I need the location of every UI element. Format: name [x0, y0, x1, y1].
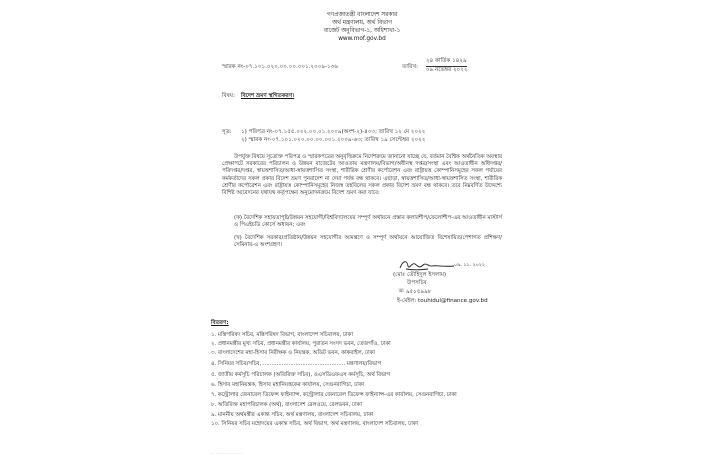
distribution-item: ১০. সিনিয়র সচিব মহোদয়ের একান্ত সচিব, অর্থ বিভাগ, অর্থ মন্ত্রণালয়, বাংলাদেশ সচিবালয়, ঢাকা	[211, 421, 419, 427]
signature-mark	[398, 258, 456, 272]
distribution-item: ১. মন্ত্রিপরিষদ সচিব, মন্ত্রিপরিষদ বিভাগ, বাংলাদেশ সচিবালয়, ঢাকা	[211, 332, 353, 338]
letterhead-government: গণপ্রজাতন্ত্রী বাংলাদেশ সরকার	[326, 12, 398, 18]
distribution-item: ৬. হিসাব মহানিয়ন্ত্রক, হিসাব মহানিয়ন্ত্রকের কার্যালয়, সেগুনবাগিচা, ঢাকা	[211, 382, 365, 388]
letterhead-website: www.mof.gov.bd	[338, 36, 386, 42]
reference-label: সূত্র:	[222, 129, 232, 135]
memo-date-bangla: ২৪ কার্তিক ১৪২৯	[426, 58, 467, 67]
page-footer-mark: · · · · · · · · · · · · · ·	[211, 452, 242, 456]
memo-date-label: তারিখ:	[402, 64, 419, 70]
body-item-b: (খ) বৈদেশিক সরকার/প্রতিষ্ঠান/উন্নয়ন সহযোগীর আমন্ত্রণে ও সম্পূর্ণ অর্থায়নে আয়োজিত বিশেষায়িত/পেশাগত প্রশিক্ষণ/সেমিনার-এ অংশগ্রহণ।	[234, 235, 502, 249]
signatory-email: ই-মেইল: touhidul@finance.gov.bd	[397, 298, 488, 304]
memo-date-english: ০৯ নভেম্বর ২০২২	[426, 67, 468, 73]
distribution-item: ৯. মাননীয় অর্থমন্ত্রীর একান্ত সচিব, অর্থ মন্ত্রণালয়, বাংলাদেশ সচিবালয়, ঢাকা	[211, 412, 374, 418]
signature-date: ০৯. ১১. ২০২২	[454, 263, 486, 268]
distribution-item: ৫. জাতীয় কর্মসূচি পরিচালক (অতিরিক্ত সচিব), ওএসডিএফএস কর্মসূচি, অর্থ বিভাগ	[211, 372, 391, 378]
distribution-item: ৭. কন্ট্রোলার জেনারেল ডিফেন্স ফাইন্যান্স, কন্ট্রোলার জেনারেল ডিফেন্স ফাইন্যান্স-এর কার্যালয়, সেগুনবাগিচা, ঢাকা	[211, 392, 457, 398]
subject-label: বিষয়:	[222, 93, 235, 99]
memo-number: স্মারক নং-০৭.১০১.০২০.০০.০০.০০১.২০০৯-১৩৬	[222, 64, 338, 70]
signatory-phone: ৯৫১৫৯৯৮	[406, 289, 432, 295]
letterhead-ministry: অর্থ মন্ত্রণালয়, অর্থ বিভাগ	[332, 20, 392, 26]
distribution-item: ৮. অতিরিক্ত মহাপরিচালক (অর্থ), বাংলাদেশ রেলওয়ে, রেলভবন, ঢাকা	[211, 402, 363, 408]
reference-item-2: ২) স্মারক নং-০৭.১০১.০২০.০০.০০.০০১.২০০৯-৬৩; তারিখ ১৯ সেপ্টেম্বর ২০২২	[241, 137, 426, 143]
distribution-item: ৪. সিনিয়র সচিব/সচিব, ................................................ মন্ত্রণালয়/বিভাগ	[211, 361, 382, 367]
distribution-item: ৩. বাংলাদেশের মহা-হিসাব নিরীক্ষক ও নিয়ন্ত্রক, অডিট ভবন, কাকরাইল, ঢাকা	[211, 350, 375, 356]
phone-icon: ☏	[398, 288, 405, 294]
signatory-name: (মোঃ তৌহিদুল ইসলাম)	[393, 272, 447, 278]
body-paragraph: উপর্যুক্ত বিষয়ে সূত্রোক্ত পরিপত্র ও স্মারকপত্রের অনুবৃত্তিক্রমে নির্দেশক্রমে জানানো যাচ্ছে যে, বর্তমান বৈশ্বিক অর্থনৈতিক অবস্থার প্রেক্ষাপটে সরকারের পরিচালন ও উন্নয়ন বাজেটের আওতায় মন্ত্রণালয়/বিভাগ/অধীনস্থ দপ্তর/সংস্থা এবং আওতাধীন অধিদপ্তর/পরিদপ্তর/দপ্তর, স্বায়ত্তশাসিত/আধা-স্বায়ত্তশাসিত সংস্থা, শারীরিক শ্রেণীর কর্পোরেশন এবং রাষ্ট্রায়ত্ত কোম্পানিসমূহের সকল পর্যায়ের কর্মকর্তাদের সকল প্রকার বিদেশ ভ্রমণ পুনরাদেশ না দেয়া পর্যন্ত বন্ধ থাকবে। এছাড়া, স্বায়ত্তশাসিত/আধা-স্বায়ত্তশাসিত সংস্থা, শারীরিক শ্রেণীর কর্পোরেশন এবং রাষ্ট্রায়ত্ত কোম্পানিসমূহের নিজস্ব তহবিলের সকল প্রকার বিদেশ ভ্রমণ বন্ধ থাকবে। তবে নিম্নবর্ণিত উদ্দেশ্যে বিশিষ্ট আবেদনের যথাযথ কর্তৃপক্ষের অনুমোদনক্রমে বিদেশ ভ্রমণ করা যাবে:	[222, 154, 503, 197]
reference-item-1: ১) পরিপত্র নং-০৭.১৫৫.০২২.০০.০১.২০০৯(অংশ-২)-৪০৩; তারিখ ১২ মে ২০২২	[241, 129, 426, 135]
signatory-designation: উপসচিব	[407, 280, 427, 286]
distribution-item: ২. প্রধানমন্ত্রীর মুখ্য সচিব, প্রধানমন্ত্রীর কার্যালয়, পুরাতন সংসদ ভবন, তেজগাঁও, ঢাকা	[211, 341, 391, 347]
letterhead-wing: বাজেট অনুবিভাগ-১, অধিশাখা-১	[323, 28, 401, 34]
subject-text: বিদেশ ভ্রমণ স্থগিতকরণ।	[241, 93, 295, 99]
distribution-label: বিতরণ:	[211, 320, 229, 326]
body-item-a: (ক) বৈদেশিক সহায়তাপুষ্ট/উন্নয়ন সহযোগী/বিশ্ববিদ্যালয়ের সম্পূর্ণ অর্থায়নে প্রস্তাব কলারশীপ/ফেলোশীপ-এর আওতাধীন মাস্টার্স ও পিএইচডি কোর্সে অধ্যয়ন; এবং	[234, 215, 502, 229]
